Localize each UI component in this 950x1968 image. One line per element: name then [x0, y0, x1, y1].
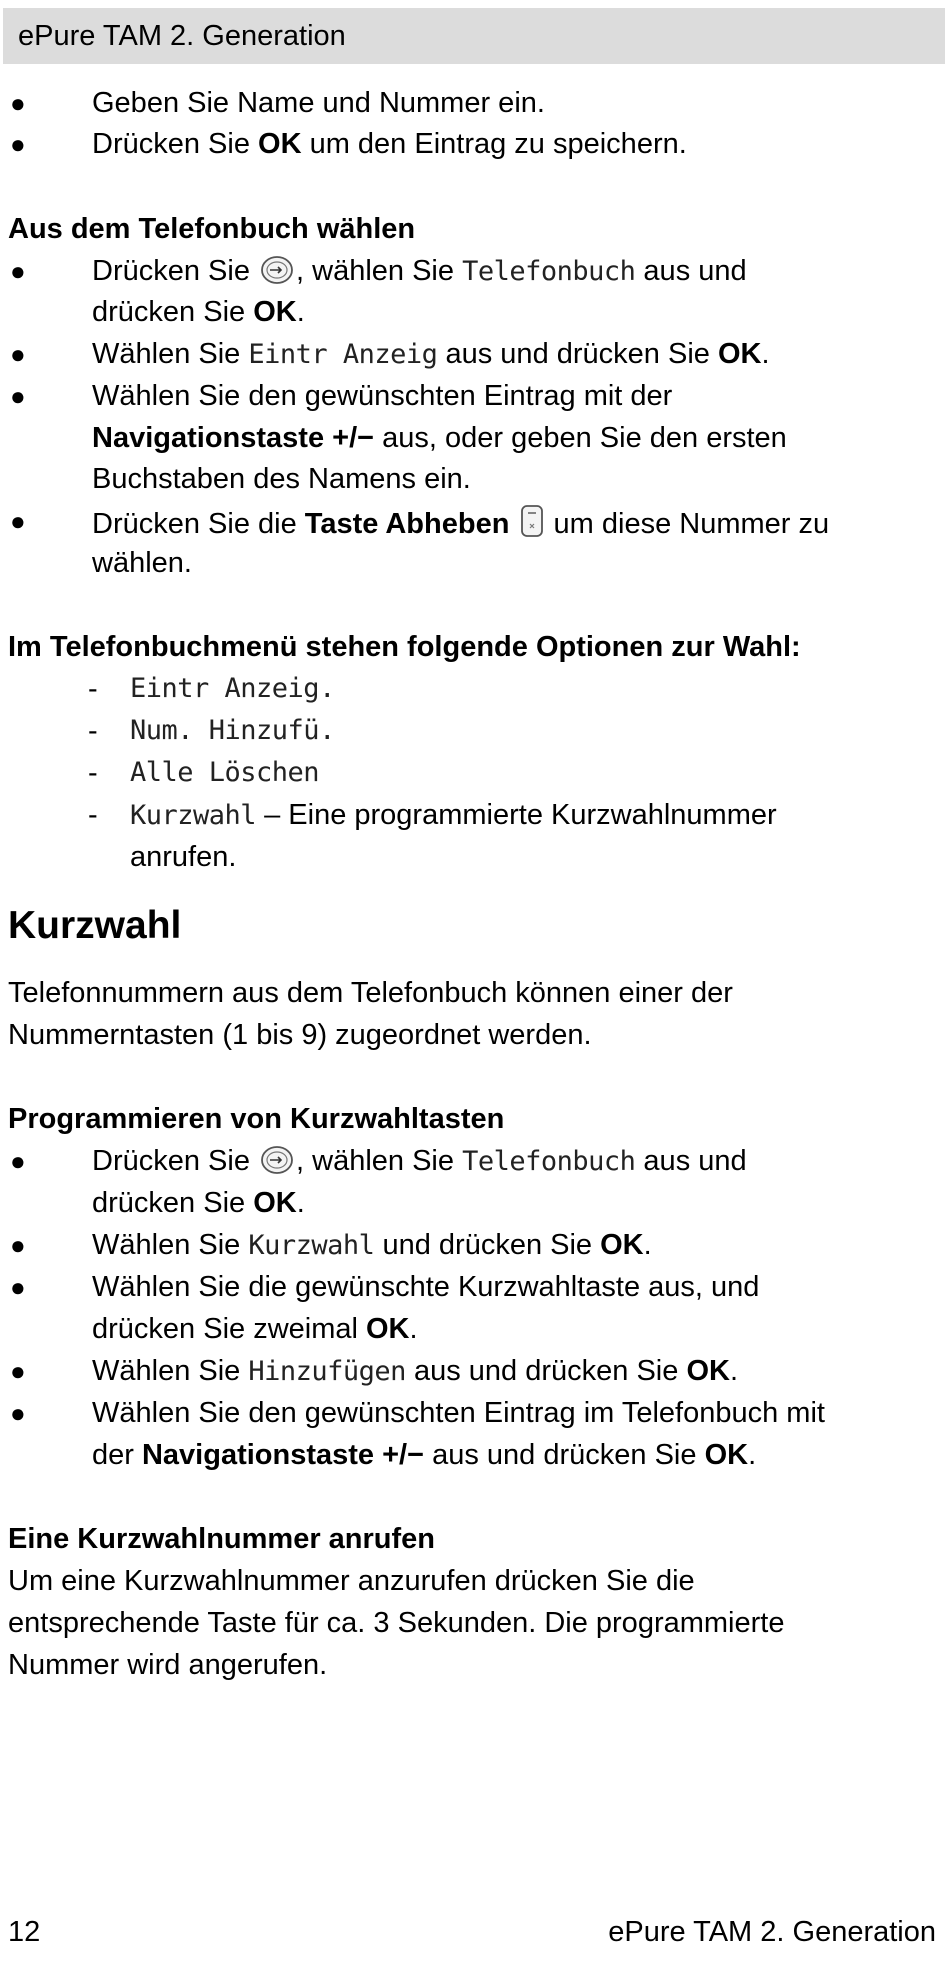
option-label: Kurzwahl: [130, 800, 257, 831]
list-item-text: Drücken Sie OK um den Eintrag zu speichern.: [92, 128, 687, 160]
list-item-text: Wählen Sie Kurzwahl und drücken Sie OK.: [92, 1229, 652, 1261]
option-label: Eintr Anzeig.: [130, 673, 335, 704]
bullet: ●: [10, 129, 26, 159]
list-item-text: Wählen Sie Eintr Anzeig aus und drücken Sie OK.: [92, 338, 770, 370]
header-title: ePure TAM 2. Generation: [18, 20, 346, 52]
list-item-text: Drücken Sie , wählen Sie Telefonbuch aus und: [92, 1145, 747, 1177]
list-item-text: Wählen Sie die gewünschte Kurzwahltaste aus, und: [92, 1271, 760, 1303]
option-label: Alle Löschen: [130, 757, 320, 788]
bullet: ●: [10, 1272, 26, 1302]
menu-key-icon: [260, 255, 294, 285]
bullet: ●: [10, 256, 26, 286]
bullet: ●: [10, 381, 26, 411]
page-number: 12: [8, 1916, 41, 1948]
list-item-text: Wählen Sie den gewünschten Eintrag mit der: [92, 380, 673, 412]
bullet: ●: [10, 1398, 26, 1428]
footer-title: ePure TAM 2. Generation: [608, 1916, 936, 1948]
bullet: ●: [10, 506, 26, 536]
bullet: ●: [10, 339, 26, 369]
list-item-text: Wählen Sie den gewünschten Eintrag im Telefonbuch mit: [92, 1397, 825, 1429]
menu-key-icon: [260, 1145, 294, 1175]
header-bar: [3, 8, 945, 64]
bullet: ●: [10, 88, 26, 118]
list-item-text: Geben Sie Name und Nummer ein.: [92, 87, 545, 119]
list-item-text: Drücken Sie die Taste Abheben um diese Nummer zu: [92, 504, 829, 541]
bullet: ●: [10, 1230, 26, 1260]
bullet: ●: [10, 1146, 26, 1176]
option-label: Num. Hinzufü.: [130, 715, 335, 746]
handset-key-icon: [520, 504, 544, 538]
list-item-text: Drücken Sie , wählen Sie Telefonbuch aus und: [92, 255, 747, 287]
bullet: ●: [10, 1356, 26, 1386]
list-item-text: Wählen Sie Hinzufügen aus und drücken Sie OK.: [92, 1355, 738, 1387]
